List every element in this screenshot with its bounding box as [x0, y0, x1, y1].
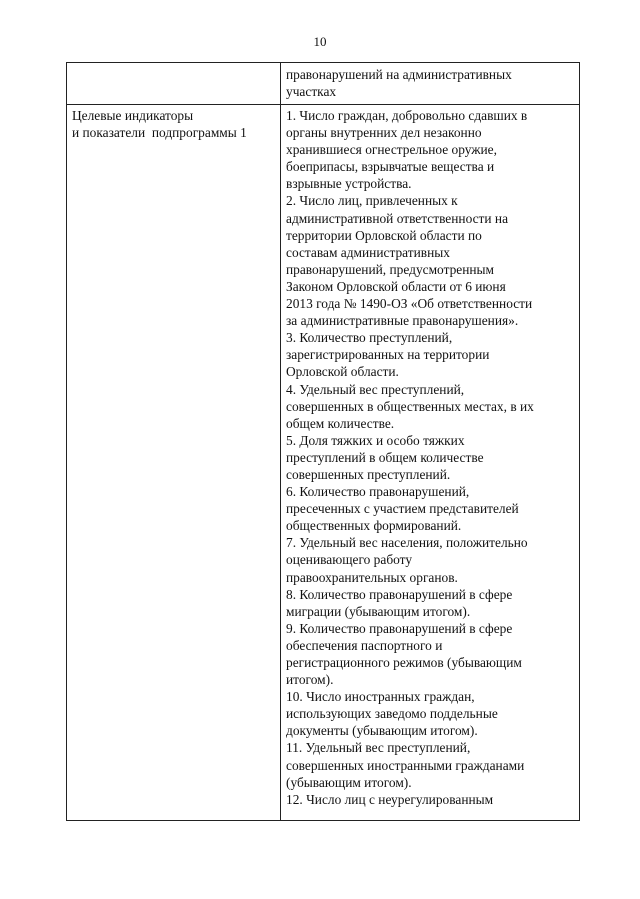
indicator-item-line: правонарушений, предусмотренным [286, 261, 495, 277]
indicator-item-line: административной ответственности на [286, 210, 509, 226]
continuation-text-line: участках [286, 84, 337, 100]
indicator-item-line: итогом). [286, 672, 334, 688]
indicator-item-line: обеспечения паспортного и [286, 637, 443, 653]
indicator-item-line: 2013 года № 1490-ОЗ «Об ответственности [286, 296, 533, 312]
indicator-item-line: составам административных [286, 244, 450, 260]
indicators-list-cell [281, 105, 580, 821]
indicator-item-line: правоохранительных органов. [286, 569, 458, 585]
indicator-item-line: Законом Орловской области от 6 июня [286, 278, 506, 294]
indicator-item-line: регистрационного режимов (убывающим [286, 655, 522, 670]
continuation-left-cell [67, 63, 281, 105]
indicator-item-line: использующих заведомо поддельные [286, 706, 498, 722]
indicator-item-line: 3. Количество преступлений, [286, 330, 453, 346]
indicator-item-line: совершенных преступлений. [286, 466, 451, 482]
indicator-item-line: миграции (убывающим итогом). [286, 603, 471, 619]
indicator-item-line: совершенных иностранными гражданами [286, 757, 525, 773]
indicator-item-line: зарегистрированных на территории [286, 347, 490, 363]
indicator-item-line: за административные правонарушения». [286, 313, 519, 329]
indicator-item-line: оценивающего работу [286, 552, 413, 568]
indicator-item-line: 7. Удельный вес населения, положительно [286, 535, 528, 551]
indicator-item-line: (убывающим итогом). [286, 774, 412, 790]
indicator-item-line: органы внутренних дел незаконно [286, 125, 482, 141]
continuation-right-cell [281, 63, 580, 105]
indicator-item-line: 5. Доля тяжких и особо тяжких [286, 432, 465, 448]
program-passport-table [66, 62, 580, 821]
indicator-item-line: 10. Число иностранных граждан, [286, 689, 475, 705]
indicator-item-line: общем количестве. [286, 415, 395, 431]
indicator-item-line: 9. Количество правонарушений в сфере [286, 620, 513, 636]
indicator-item-line: преступлений в общем количестве [286, 449, 484, 465]
indicators-label-line: Целевые индикаторы [72, 108, 194, 123]
indicators-label-cell [67, 105, 281, 821]
indicator-item-line: 2. Число лиц, привлеченных к [286, 193, 458, 209]
table-row-indicators [67, 105, 580, 821]
indicator-item-line: 11. Удельный вес преступлений, [286, 740, 471, 756]
indicator-item-line: хранившиеся огнестрельное оружие, [286, 142, 497, 158]
indicators-label-line: и показатели подпрограммы 1 [72, 125, 247, 141]
indicator-item-line: 8. Количество правонарушений в сфере [286, 586, 513, 602]
continuation-text-line: правонарушений на административных [286, 67, 512, 82]
page-number: 10 [313, 34, 327, 49]
indicator-item-line: Орловской области. [286, 364, 399, 380]
indicator-item-line: боеприпасы, взрывчатые вещества и [286, 159, 495, 175]
indicator-item-line: 4. Удельный вес преступлений, [286, 381, 465, 397]
indicator-item-line: документы (убывающим итогом). [286, 723, 478, 739]
indicator-item-line: 6. Количество правонарушений, [286, 484, 470, 500]
indicator-item-line: 12. Число лиц с неурегулированным [286, 791, 494, 807]
indicator-item-line: территории Орловской области по [286, 227, 482, 243]
indicator-item-line: совершенных в общественных местах, в их [286, 398, 534, 414]
table-row-continuation [67, 63, 580, 105]
indicator-item-line: пресеченных с участием представителей [286, 501, 519, 517]
indicator-item-line: взрывные устройства. [286, 176, 412, 192]
indicator-item-line: общественных формирований. [286, 518, 462, 534]
indicator-item-line: 1. Число граждан, добровольно сдавших в [286, 108, 528, 123]
